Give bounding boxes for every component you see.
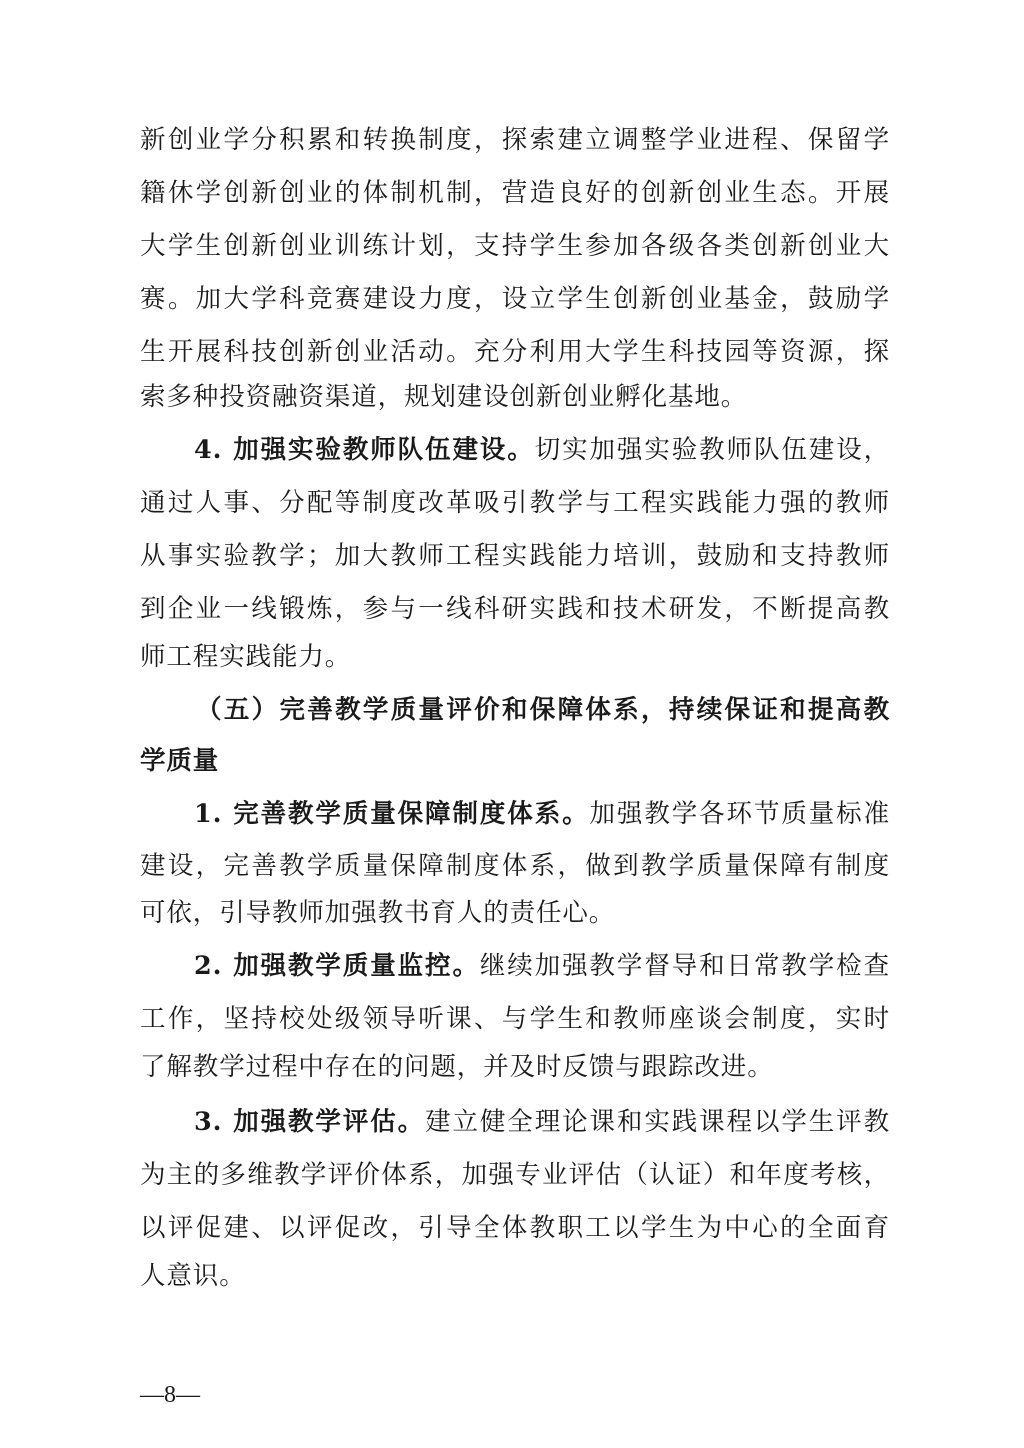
list-item-lead: 1. 完善教学质量保障制度体系。	[194, 799, 590, 829]
paragraph-line: 建设，完善教学质量保障制度体系，做到教学质量保障有制度	[140, 851, 890, 881]
list-item-text: 加强教学各环节质量标准	[589, 799, 890, 829]
paragraph-line: 索多种投资融资渠道，规划建设创新创业孵化基地。	[140, 382, 748, 412]
paragraph-line: 大学生创新创业训练计划，支持学生参加各级各类创新创业大	[140, 231, 890, 261]
paragraph-line: 可依，引导教师加强教书育人的责任心。	[140, 898, 616, 928]
section-heading-line: （五）完善教学质量评价和保障体系，持续保证和提高教	[196, 695, 890, 725]
paragraph-line: 到企业一线锻炼，参与一线科研实践和技术研发，不断提高教	[140, 594, 890, 624]
section-heading-line: 学质量	[140, 746, 220, 776]
paragraph-line: 工作，坚持校处级领导听课、与学生和教师座谈会制度，实时	[140, 1004, 890, 1034]
list-item-first-line	[194, 798, 890, 830]
paragraph-line: 赛。加大学科竞赛建设力度，设立学生创新创业基金，鼓励学	[140, 284, 890, 314]
paragraph-line: 为主的多维教学评价体系，加强专业评估（认证）和年度考核，	[140, 1160, 890, 1190]
list-item-lead: 2. 加强教学质量监控。	[194, 951, 480, 981]
list-item-lead: 3. 加强教学评估。	[194, 1107, 426, 1137]
list-item-text: 建立健全理论课和实践课程以学生评教	[425, 1107, 890, 1137]
paragraph-line: 通过人事、分配等制度改革吸引教学与工程实践能力强的教师	[140, 488, 890, 518]
paragraph-line: 籍休学创新创业的体制机制，营造良好的创新创业生态。开展	[140, 178, 890, 208]
list-item-first-line	[194, 434, 890, 466]
list-item-first-line	[194, 1106, 890, 1138]
paragraph-line: 新创业学分积累和转换制度，探索建立调整学业进程、保留学	[140, 125, 890, 155]
list-item-text: 切实加强实验教师队伍建设，	[534, 435, 890, 465]
paragraph-line: 从事实验教学；加大教师工程实践能力培训，鼓励和支持教师	[140, 541, 890, 571]
list-item-lead: 4. 加强实验教师队伍建设。	[194, 435, 535, 465]
paragraph-line: 师工程实践能力。	[140, 642, 352, 672]
list-item-text: 继续加强教学督导和日常教学检查	[479, 951, 890, 981]
list-item-first-line	[194, 950, 890, 982]
paragraph-line: 以评促建、以评促改，引导全体教职工以学生为中心的全面育	[140, 1213, 890, 1243]
page-number: —8—	[140, 1382, 200, 1408]
paragraph-line: 人意识。	[140, 1261, 246, 1291]
paragraph-line: 生开展科技创新创业活动。充分利用大学生科技园等资源，探	[140, 337, 890, 367]
paragraph-line: 了解教学过程中存在的问题，并及时反馈与跟踪改进。	[140, 1052, 774, 1082]
